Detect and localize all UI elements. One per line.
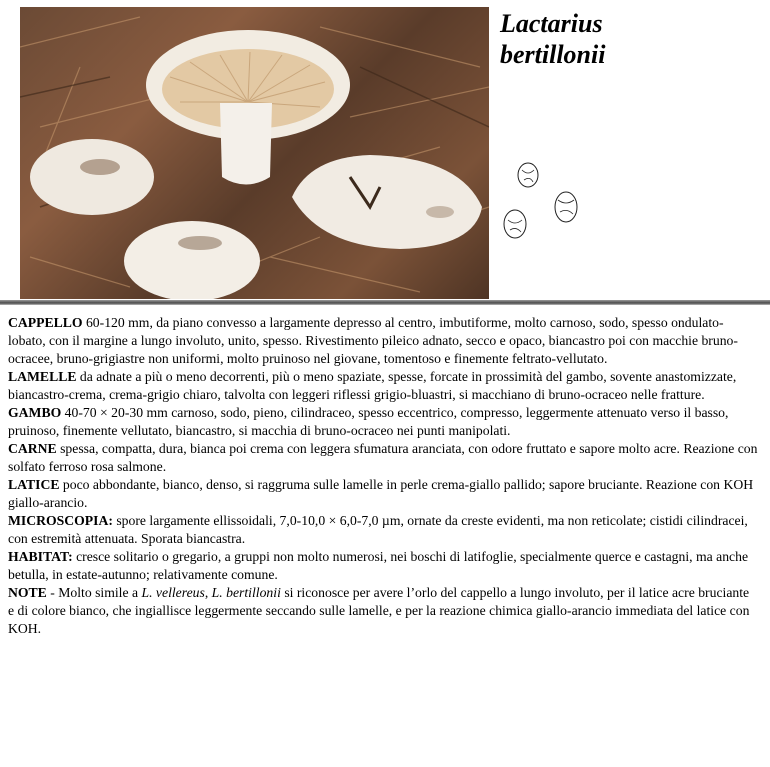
mushroom-photo	[20, 7, 489, 299]
section-carne	[8, 440, 758, 476]
section-label: CARNE	[8, 441, 57, 456]
section-note	[8, 584, 758, 638]
section-label: NOTE	[8, 585, 47, 600]
section-text: cresce solitario o gregario, a gruppi non molto numerosi, nei boschi di latifoglie, specialmente querce e castagni, ma anche betulla, in estate-autunno; relativamente comune.	[8, 549, 749, 582]
section-text: da adnate a più o meno decorrenti, più o meno spaziate, spesse, forcate in prossimità del gambo, sovente anastomizzate, biancastro-crema, crema-grigio chiaro, talvolta con leggeri riflessi grigio-bluastri, si macchiano di bruno-ocraceo nelle fratture.	[8, 369, 737, 402]
section-text: spessa, compatta, dura, bianca poi crema con leggera sfumatura aranciata, con odore fruttato e sapore molto acre. Reazione con solfato ferroso rosa salmone.	[8, 441, 758, 474]
section-latice	[8, 476, 758, 512]
species-title-epithet: bertillonii	[500, 40, 606, 69]
species-title-genus: Lactarius	[500, 9, 603, 38]
section-label: CAPPELLO	[8, 315, 83, 330]
section-label: MICROSCOPIA:	[8, 513, 113, 528]
section-label: GAMBO	[8, 405, 62, 420]
section-text: ,	[204, 585, 212, 600]
section-text: 60-120 mm, da piano convesso a largamente depresso al centro, imbutiforme, molto carnoso, sodo, spesso ondulato-lobato, con il margine a lungo involuto, unito, spesso. Rivestimento pileico adnato, secco e opaco, biancastro poi con macchie bruno-ocracee, bruno-grigiastre non uniformi, molto pruinoso nel giovane, tomentoso e finemente feltrato-vellutato.	[8, 315, 738, 366]
species-ref-vellereus: L. vellereus	[141, 585, 205, 600]
section-text: 40-70 × 20-30 mm carnoso, sodo, pieno, cilindraceo, spesso eccentrico, compresso, leggermente attenuato verso il basso, pruinoso, finemente vellutato, biancastro, si macchia di bruno-ocraceo nei punti manipolati.	[8, 405, 729, 438]
section-lamelle	[8, 368, 758, 404]
section-label: HABITAT:	[8, 549, 73, 564]
section-text: - Molto simile a	[46, 585, 142, 600]
section-label: LATICE	[8, 477, 60, 492]
section-habitat	[8, 548, 758, 584]
section-text: poco abbondante, bianco, denso, si raggruma sulle lamelle in perle crema-giallo pallido; sapore bruciante. Reazione con KOH giallo-arancio.	[8, 477, 754, 510]
section-text: si riconosce per avere l’orlo del cappello a lungo involuto, per il latice acre bruciante e di colore bianco, che ingiallisce leggermente seccando sulle lamelle, e per la reazione chimica giallo-arancio immediata del latice con KOH.	[8, 585, 750, 636]
description	[8, 314, 758, 638]
section-label: LAMELLE	[8, 369, 77, 384]
section-cappello	[8, 314, 758, 368]
spore-illustration	[500, 150, 590, 255]
species-title	[500, 8, 760, 70]
divider	[0, 300, 770, 305]
species-ref-bertillonii: L. bertillonii	[211, 585, 281, 600]
section-gambo	[8, 404, 758, 440]
section-microscopia	[8, 512, 758, 548]
section-text: spore largamente ellissoidali, 7,0-10,0 × 6,0-7,0 µm, ornate da creste evidenti, ma non reticolate; cistidi cilindracei, con estremità attenuata. Sporata biancastra.	[8, 513, 748, 546]
